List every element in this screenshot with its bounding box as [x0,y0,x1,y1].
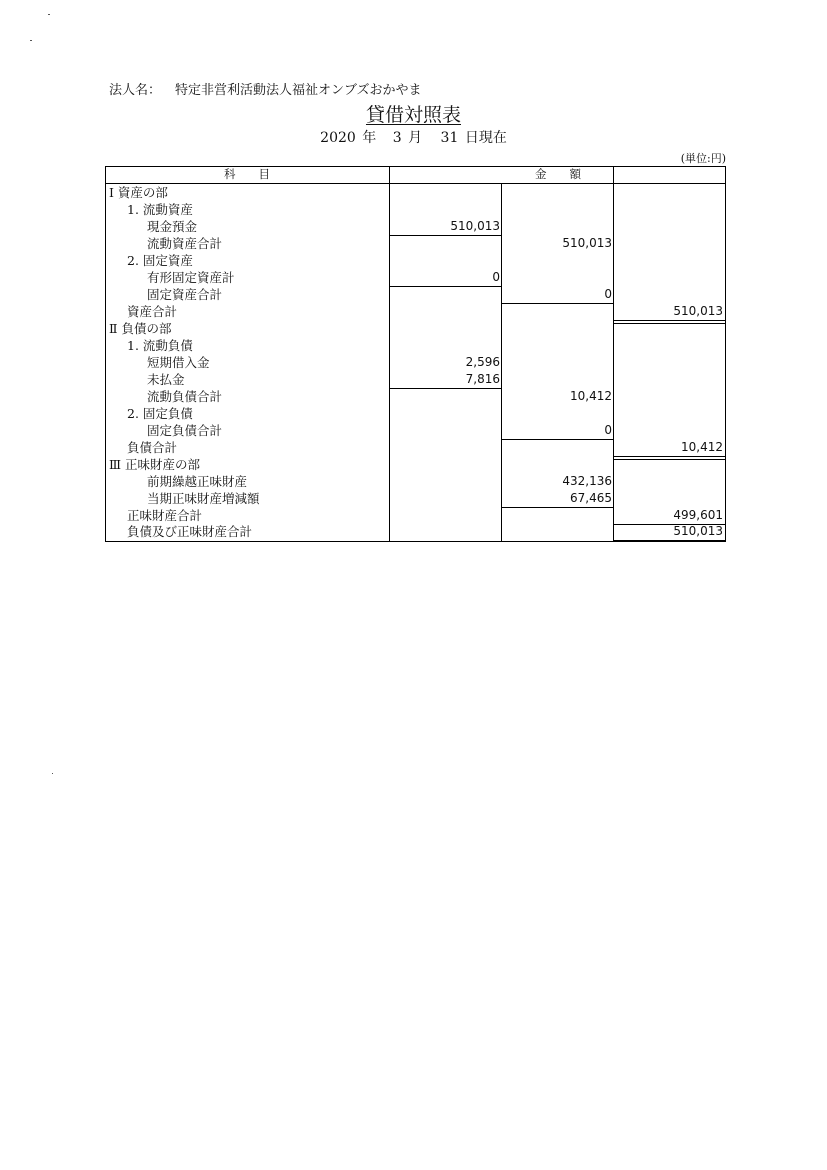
row-label: 1. 流動負債 [127,338,193,353]
row-label: 現金預金 [147,219,198,234]
col3-double-rule [613,540,726,541]
amount-col2: 432,136 [562,474,612,488]
row-label: 2. 固定負債 [127,406,193,421]
table-row [105,252,726,269]
column-header-subject: 科 目 [224,167,270,181]
table-row [105,218,726,235]
row-label: 前期繰越正味財産 [147,474,248,489]
row-label: 流動資産合計 [147,236,223,251]
row-label: 当期正味財産増減額 [147,491,260,506]
table-row [105,523,726,540]
organization-label: 法人名： [109,83,162,98]
amount-col3: 499,601 [673,508,723,522]
row-label: 短期借入金 [147,355,210,370]
row-label: Ⅱ 負債の部 [109,321,172,336]
amount-col2: 0 [604,423,612,437]
amount-col3: 510,013 [673,524,723,538]
table-row [105,388,726,405]
table-row [105,473,726,490]
date-day: 31 [440,130,459,146]
row-label: 負債及び正味財産合計 [127,524,253,539]
row-label: 固定負債合計 [147,423,223,438]
date-year-unit: 年 [362,130,377,146]
row-label: 未払金 [147,372,185,387]
amount-col2: 67,465 [570,491,612,505]
table-row [105,371,726,388]
date-day-unit: 日現在 [464,130,507,146]
document-title: 貸借対照表 [365,104,461,126]
date-month: 3 [392,130,402,146]
row-label: Ⅰ 資産の部 [109,185,168,200]
as-of-date [0,127,827,147]
row-label: 2. 固定資産 [127,253,193,268]
header-inner-divider [613,166,614,184]
scan-speck [48,14,50,15]
table-row [105,184,726,201]
table-row [105,303,726,320]
table-row [105,201,726,218]
row-label: 資産合計 [127,304,178,319]
amount-col1: 7,816 [465,372,500,386]
table-row [105,320,726,337]
table-row [105,490,726,507]
amount-col3: 10,412 [681,440,723,454]
row-label: 1. 流動資産 [127,202,193,217]
row-label: 有形固定資産計 [147,270,235,285]
row-label: Ⅲ 正味財産の部 [109,457,201,472]
row-label: 流動負債合計 [147,389,223,404]
currency-unit: (単位:円) [680,152,726,165]
scan-speck [52,773,53,774]
table-row [105,422,726,439]
table-row [105,439,726,456]
table-row [105,507,726,524]
organization-name: 特定非営利活動法人福祉オンブズおかやま [175,83,422,98]
date-month-unit: 月 [408,130,423,146]
table-row [105,405,726,422]
amount-col1: 510,013 [450,219,500,233]
table-row [105,286,726,303]
table-row [105,456,726,473]
organization-line [109,79,422,98]
amount-col3: 510,013 [673,304,723,318]
row-label: 負債合計 [127,440,178,455]
date-year: 2020 [320,130,356,146]
row-label: 正味財産合計 [127,508,203,523]
table-row [105,337,726,354]
row-label: 固定資産合計 [147,287,223,302]
scan-speck [30,40,32,41]
column-header-amount: 金 額 [535,167,581,181]
table-row [105,354,726,371]
table-row [105,269,726,286]
table-row [105,235,726,252]
amount-col1: 2,596 [465,355,500,369]
amount-col2: 10,412 [570,389,612,403]
amount-col1: 0 [492,270,500,284]
amount-col2: 510,013 [562,236,612,250]
balance-sheet-table [105,166,726,542]
amount-col2: 0 [604,287,612,301]
